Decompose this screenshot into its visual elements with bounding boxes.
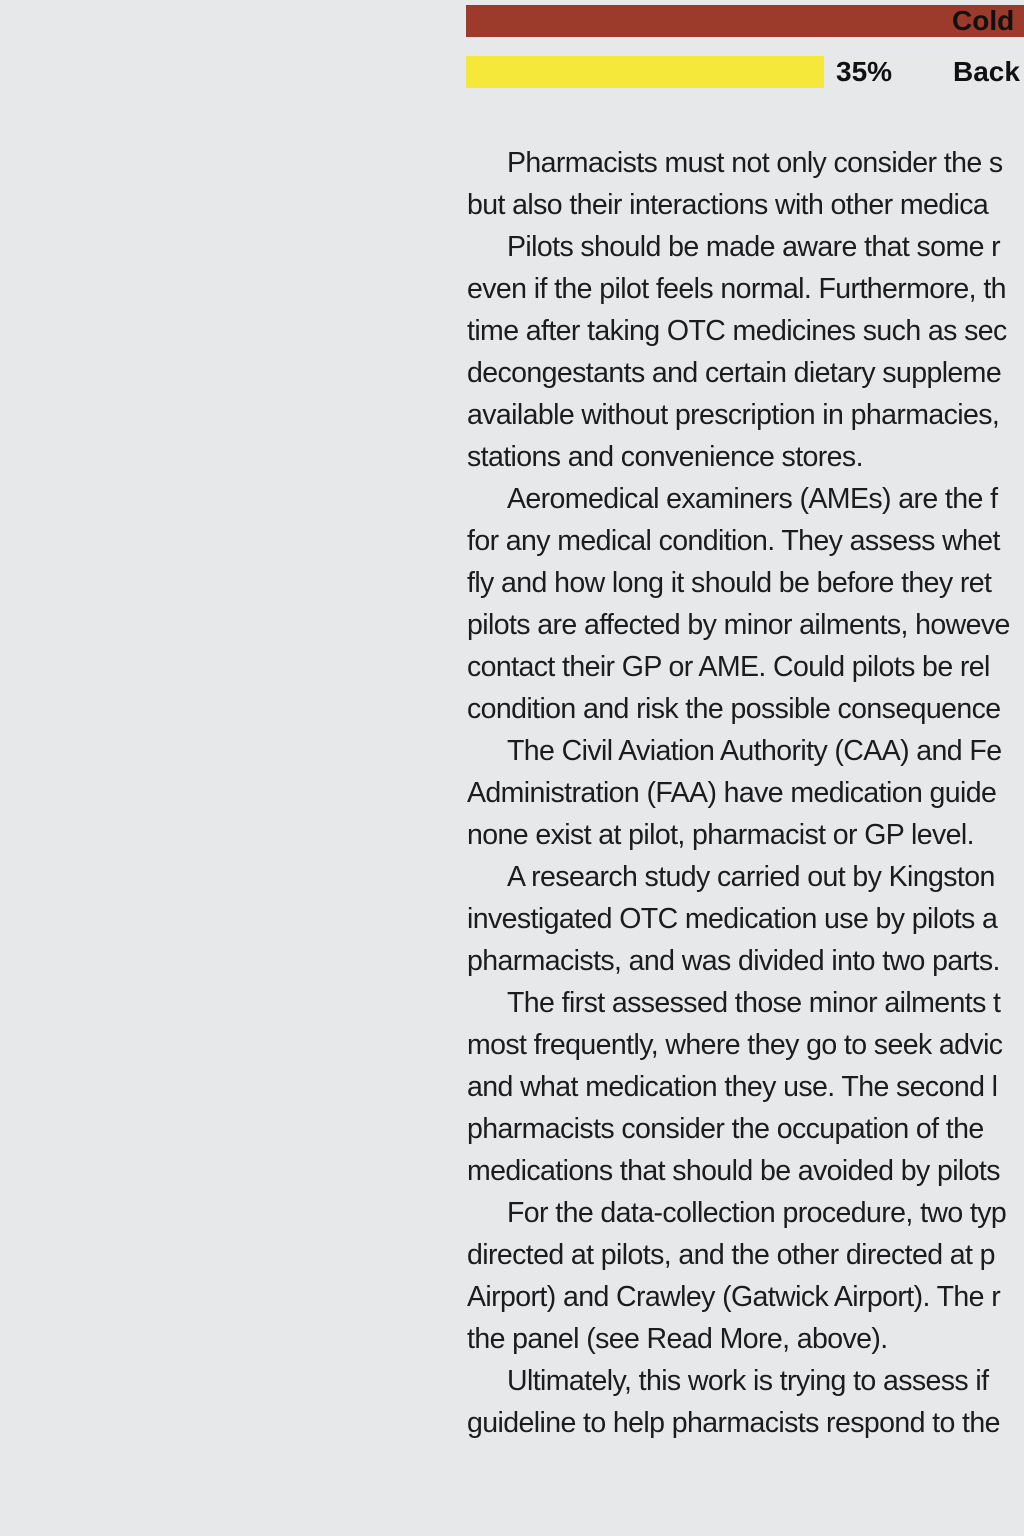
article-line: directed at pilots, and the other directed at p [467, 1239, 995, 1271]
article-line: and what medication they use. The second l [467, 1071, 998, 1103]
article-line: Pharmacists must not only consider the s [507, 147, 1003, 179]
article-paragraph [467, 226, 1024, 478]
article-paragraph [467, 1360, 1024, 1444]
article-line: fly and how long it should be before they ret [467, 567, 992, 599]
ailment-bar-chart [0, 0, 1024, 100]
article-line: Aeromedical examiners (AMEs) are the f [507, 483, 998, 515]
article-paragraph [467, 856, 1024, 982]
article-line: decongestants and certain dietary suppleme [467, 357, 1002, 389]
bar-back [466, 56, 824, 88]
article-line: pharmacists consider the occupation of the [467, 1113, 984, 1145]
article-line: stations and convenience stores. [467, 441, 863, 473]
article-line: Airport) and Crawley (Gatwick Airport). The r [467, 1281, 1001, 1313]
article-line: most frequently, where they go to seek advic [467, 1029, 1003, 1061]
article-line: the panel (see Read More, above). [467, 1323, 888, 1355]
bar-cold [466, 5, 1024, 37]
article-paragraph [467, 730, 1024, 856]
bar-value-back: 35% [836, 56, 893, 87]
article-line: time after taking OTC medicines such as sec [467, 315, 1007, 347]
article-line: For the data-collection procedure, two typ [507, 1197, 1007, 1229]
article-line: Pilots should be made aware that some r [507, 231, 1001, 263]
article-line: pilots are affected by minor ailments, howeve [467, 609, 1010, 641]
article-paragraph [467, 142, 1024, 226]
article-line: pharmacists, and was divided into two parts. [467, 945, 1000, 977]
article-line: The first assessed those minor ailments t [507, 987, 1001, 1019]
article-line: condition and risk the possible consequence [467, 693, 1001, 725]
bar-label-back: Back [953, 56, 1020, 87]
article-line: Administration (FAA) have medication guide [467, 777, 997, 809]
article-line: even if the pilot feels normal. Furthermore, th [467, 273, 1006, 305]
article-line: medications that should be avoided by pilots [467, 1155, 1000, 1187]
article-line: none exist at pilot, pharmacist or GP level. [467, 819, 974, 851]
article-line: investigated OTC medication use by pilots a [467, 903, 998, 935]
article-paragraph [467, 982, 1024, 1192]
article-line: but also their interactions with other medica [467, 189, 989, 221]
article-line: guideline to help pharmacists respond to the [467, 1407, 1000, 1439]
article-line: A research study carried out by Kingston [507, 861, 995, 893]
article-line: available without prescription in pharmacies, [467, 399, 1000, 431]
article-line: for any medical condition. They assess whet [467, 525, 1000, 557]
article-line: contact their GP or AME. Could pilots be rel [467, 651, 990, 683]
article-paragraph [467, 1192, 1024, 1360]
article-body [467, 142, 1024, 1444]
article-line: The Civil Aviation Authority (CAA) and Fe [507, 735, 1002, 767]
bar-label-cold: Cold [952, 5, 1015, 36]
article-paragraph [467, 478, 1024, 730]
article-line: Ultimately, this work is trying to assess if [507, 1365, 989, 1397]
